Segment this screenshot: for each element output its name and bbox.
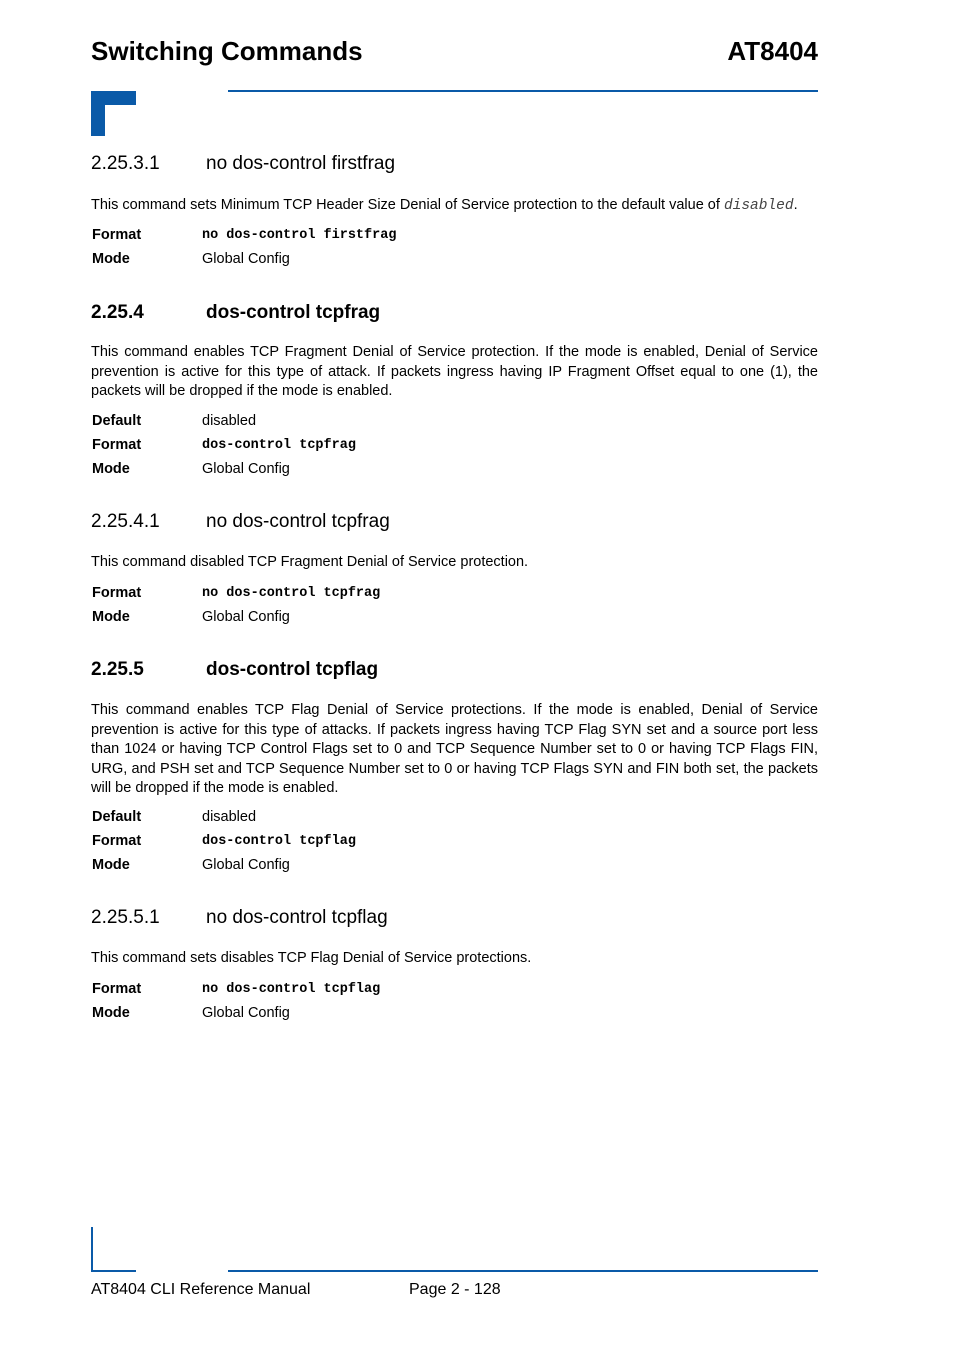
footer-corner-mark [91, 1227, 93, 1272]
footer-rule [228, 1270, 818, 1272]
footer-manual-title: AT8404 CLI Reference Manual [91, 1281, 311, 1298]
page-header-title: Switching Commands [91, 36, 363, 66]
command-syntax: dos-control tcpfrag [202, 438, 356, 453]
inline-code-default: disabled [723, 198, 794, 214]
section-description: This command sets disables TCP Flag Denial of Service protections. [91, 950, 532, 966]
section-description: This command disabled TCP Fragment Denial of Service protection. [91, 554, 529, 570]
command-syntax: no dos-control tcpflag [202, 982, 381, 997]
section-description: This command enables TCP Fragment Denial of Service protection. If the mode is enabled, Denial of Service prevention is active for this type of attack. If packets ingress having IP Fragment Offset equal to one (1), the packets will be dropped if the mode is enabled. [91, 344, 818, 399]
command-syntax: no dos-control firstfrag [202, 228, 397, 243]
page-header-product: AT8404 [727, 36, 818, 66]
section-description: This command sets Minimum TCP Header Size Denial of Service protection to the default value of disabled. [91, 197, 798, 214]
command-syntax: no dos-control tcpfrag [202, 586, 381, 601]
command-syntax: dos-control tcpflag [202, 834, 356, 849]
section-heading-2-25-3-1: 2.25.3.1 no dos-control firstfrag [91, 153, 396, 174]
section-description: This command enables TCP Flag Denial of Service protections. If the mode is enabled, Denial of Service prevention is active for this type of attacks. If packets ingress having TCP Flag SYN set and a source port less than 1024 or having TCP Control Flags set to 0 and TCP Sequence Number set to 0 or having TCP Flags FIN, URG, and PSH set and TCP Sequence Number set to 0 or having TCP Flags SYN and FIN both set, the packets will be dropped if the mode is enabled. [91, 702, 818, 796]
section-heading-2-25-4: 2.25.4 dos-control tcpfrag [91, 302, 381, 323]
header-rule [228, 90, 818, 92]
section-heading-2-25-5: 2.25.5 dos-control tcpflag [91, 659, 379, 680]
footer-page-number: Page 2 - 128 [409, 1281, 501, 1298]
header-corner-mark-horizontal [91, 91, 136, 105]
section-heading-2-25-5-1: 2.25.5.1 no dos-control tcpflag [91, 907, 388, 928]
footer-corner-mark-horizontal [91, 1270, 136, 1272]
section-heading-2-25-4-1: 2.25.4.1 no dos-control tcpfrag [91, 511, 390, 532]
